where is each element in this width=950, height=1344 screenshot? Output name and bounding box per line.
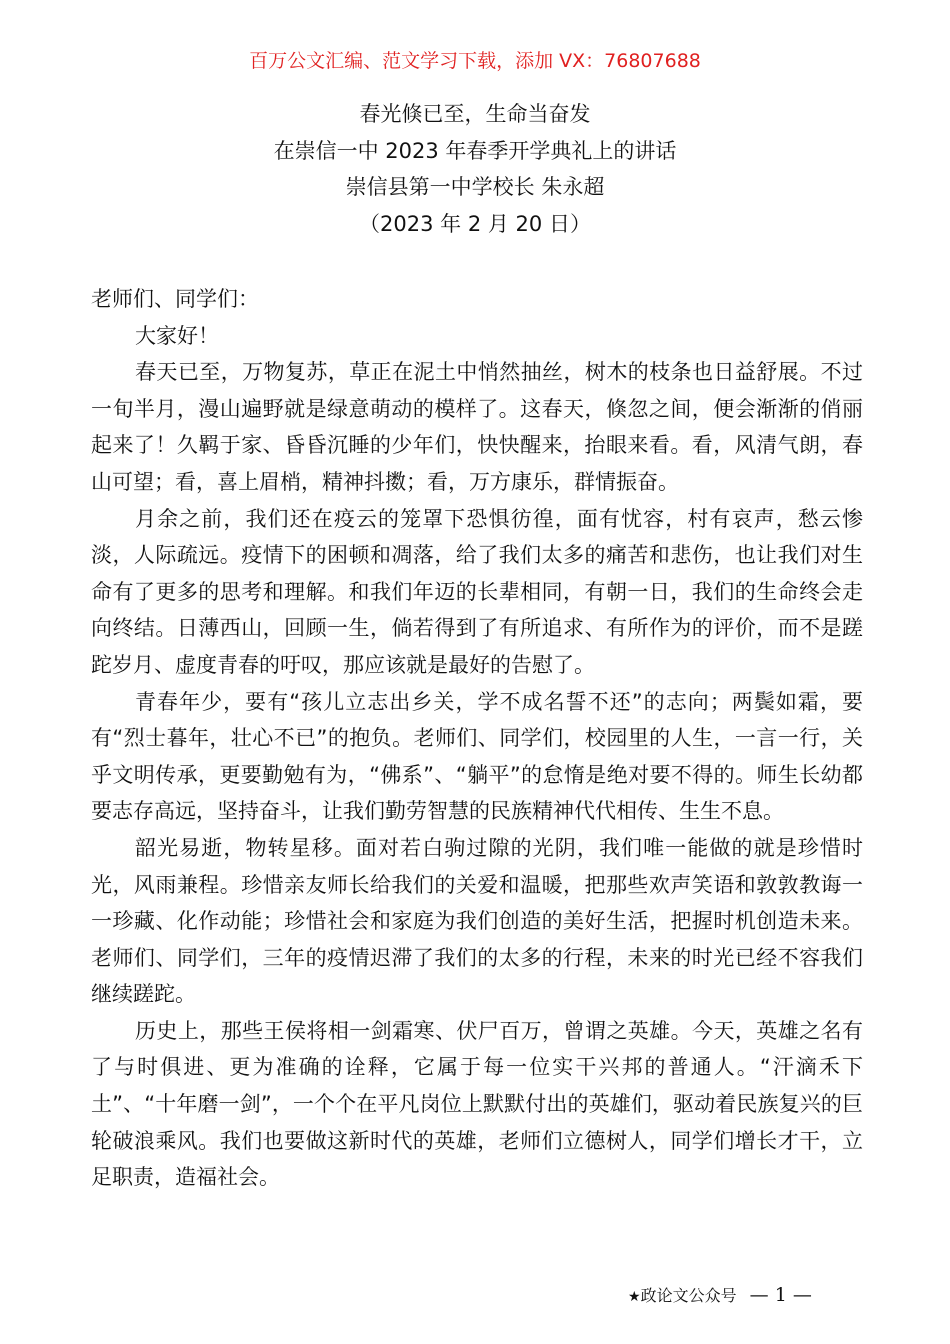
download-banner: 百万公文汇编、范文学习下载，添加 VX：76807688: [249, 50, 701, 72]
paragraph-spring: 春天已至，万物复苏，草正在泥土中悄然抽丝，树木的枝条也日益舒展。不过一旬半月，漫山遍野就是绿意萌动的模样了。这春天，倏忽之间，便会渐渐的俏丽起来了！久羁于家、昏昏沉睡的少年们，快快醒来，抬眼来看。看，风清气朗，春山可望；看，喜上眉梢，精神抖擞；看，万方康乐，群情振奋。: [91, 360, 863, 494]
footer-source: 政论文公众号: [640, 1286, 737, 1305]
speech-date: （2023 年 2 月 20 日）: [359, 211, 591, 236]
document-title: 春光倏已至，生命当奋发: [359, 102, 591, 126]
title-block: [0, 96, 950, 242]
paragraph-pandemic: 月余之前，我们还在疫云的笼罩下恐惧彷徨，面有忧容，村有哀声，愁云惨淡，人际疏远。疫情下的困顿和凋落，给了我们太多的痛苦和悲伤，也让我们对生命有了更多的思考和理解。和我们年迈的长辈相同，有朝一日，我们的生命终会走向终结。日薄西山，回顾一生，倘若得到了有所追求、有所作为的评价，而不是蹉跎岁月、虚度青春的吁叹，那应该就是最好的告慰了。: [91, 506, 863, 677]
paragraph-time: 韶光易逝，物转星移。面对若白驹过隙的光阴，我们唯一能做的就是珍惜时光，风雨兼程。珍惜亲友师长给我们的关爱和温暖，把那些欢声笑语和敦敦教诲一一珍藏、化作动能；珍惜社会和家庭为我们创造的美好生活，把握时机创造未来。老师们、同学们，三年的疫情迟滞了我们的太多的行程，未来的时光已经不容我们继续蹉跎。: [91, 835, 863, 1007]
paragraph-youth: 青春年少，要有“孩儿立志出乡关，学不成名誓不还”的志向；两鬓如霜，要有“烈士暮年，壮心不已”的抱负。老师们、同学们，校园里的人生，一言一行，关乎文明传承，更要勤勉有为，“佛系”、“躺平”的怠惰是绝对要不得的。师生长幼都要志存高远，坚持奋斗，让我们勤劳智慧的民族精神代代相传、生生不息。: [91, 689, 863, 824]
salutation: 老师们、同学们：: [91, 287, 259, 311]
paragraph-heroes: 历史上，那些王侯将相一剑霜寒、伏尸百万，曾谓之英雄。今天，英雄之名有了与时俱进、更为准确的诠释，它属于每一位实干兴邦的普通人。“汗滴禾下土”、“十年磨一剑”，一个个在平凡岗位上默默付出的英雄们，驱动着民族复兴的巨轮破浪乘风。我们也要做这新时代的英雄，老师们立德树人，同学们增长才干，立足职责，造福社会。: [91, 1018, 863, 1190]
page-number: — 1 —: [749, 1284, 812, 1306]
document-subtitle: 在崇信一中 2023 年春季开学典礼上的讲话: [273, 138, 677, 163]
speech-body: [91, 281, 863, 1196]
paragraph-greeting: 大家好！: [135, 323, 219, 348]
speaker-line: 崇信县第一中学校长 朱永超: [345, 175, 605, 199]
star-icon: ★: [628, 1289, 641, 1305]
page-footer: [628, 1283, 812, 1306]
